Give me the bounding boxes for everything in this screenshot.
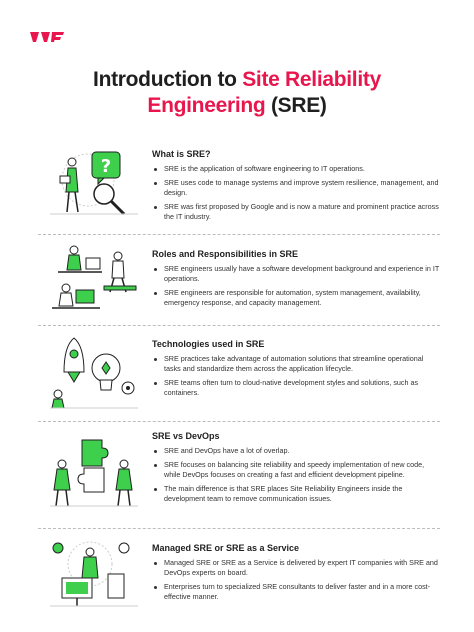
bullet-item: SRE uses code to manage systems and improve system resilience, management, and design. [152,178,442,198]
bullet-item: SRE is the application of software engineering to IT operations. [152,164,442,174]
bullet-item: SRE teams often turn to cloud-native development styles and solutions, such as containers. [152,378,442,398]
section-title: Managed SRE or SRE as a Service [152,543,300,553]
bullet-item: SRE engineers are responsible for automation, system management, availability, emergency response, and capacity management. [152,288,442,308]
section-managed-sre [38,532,440,628]
bullet-item: SRE practices take advantage of automation solutions that streamline operational tasks and standardize them across the application lifecycle. [152,354,442,374]
section-divider [38,234,440,235]
rocket-lightbulb-illustration [44,332,144,410]
section-title: Technologies used in SRE [152,339,265,349]
section-roles [38,238,440,324]
section-divider [38,421,440,422]
bullet-item: SRE and DevOps have a lot of overlap. [152,446,442,456]
question-magnifier-illustration [44,144,144,222]
engineers-at-desks-illustration [44,240,144,318]
bullet-item: SRE was first proposed by Google and is now a mature and prominent practice across the IT industry. [152,202,442,222]
section-divider [38,325,440,326]
section-title: SRE vs DevOps [152,431,220,441]
managed-service-illustration [44,534,144,612]
bullet-item: Managed SRE or SRE as a Service is delivered by expert IT companies with SRE and DevOps experts on board. [152,558,442,578]
page-title-line-2: Engineering (SRE) [147,94,327,117]
puzzle-handshake-illustration [44,434,144,512]
bullet-item: SRE engineers usually have a software development background and experience in IT operations. [152,264,442,284]
bullet-item: Enterprises turn to specialized SRE consultants to deliver faster and in a more cost-effective manner. [152,582,442,602]
svg-text:?: ? [100,156,112,177]
brand-logo [30,30,76,44]
section-technologies [38,330,440,422]
section-sre-vs-devops [38,424,440,528]
section-title: Roles and Responsibilities in SRE [152,249,299,259]
bullet-item: The main difference is that SRE places Site Reliability Engineers inside the development team to remove communication issues. [152,484,442,504]
section-title: What is SRE? [152,149,211,159]
section-divider [38,528,440,529]
section-what-is-sre [38,140,440,232]
bullet-item: SRE focuses on balancing site reliability and speedy implementation of new code, while DevOps focuses on creating a fast and efficient development pipeline. [152,460,442,480]
page-title-line-1: Introduction to Site Reliability [93,68,381,91]
